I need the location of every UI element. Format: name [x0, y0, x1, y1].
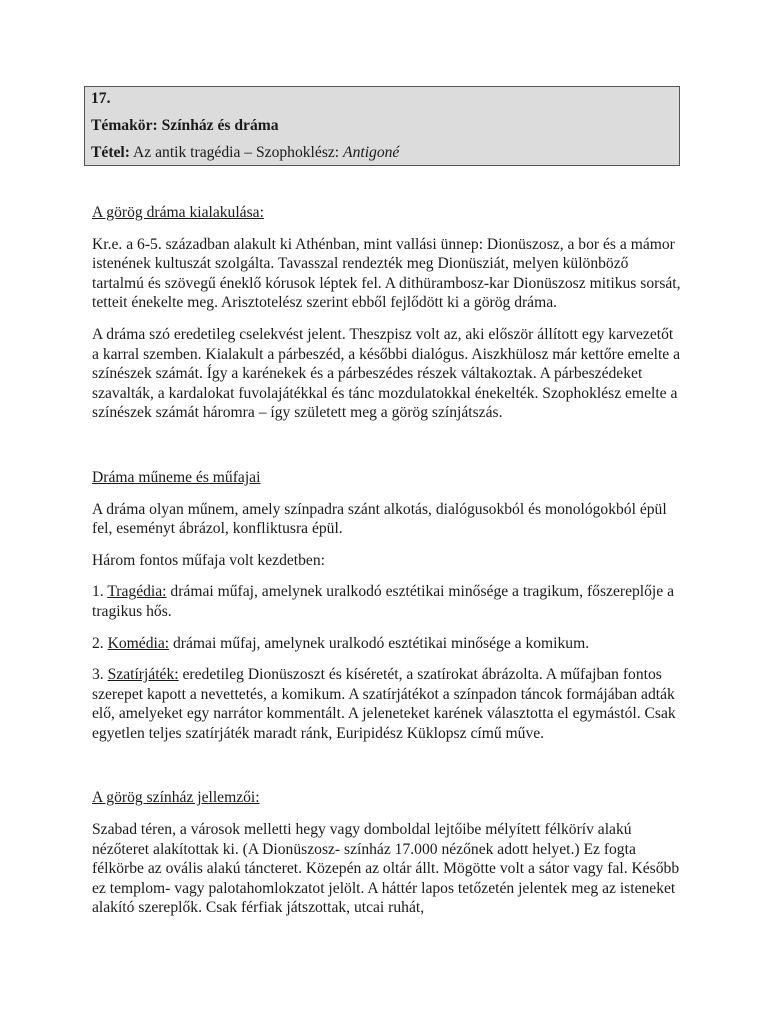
genre-definition: eredetileg Dionüszoszt és kíséretét, a szatírokat ábrázolta. A műfajban fontos szerepet kapott a nevettetés, a komikum. A szatírjátékot a színpadon táncok formájában adták elő, amelyeket egy narrátor kommentált. A jeleneteket karének választotta el egymástól. Csak egyetlen teljes szatírjáték maradt ránk, Euripidész Küklopsz című műve.: [92, 666, 676, 742]
document-body: [92, 203, 682, 930]
item-work: Antigoné: [343, 144, 400, 161]
genre-item-satyr-play: [92, 665, 682, 743]
topic-row: [91, 115, 673, 142]
genre-number: 2.: [92, 634, 108, 652]
genre-item-comedy: [92, 634, 682, 654]
topic-label: Témakör:: [91, 117, 158, 134]
item-row: [91, 142, 673, 169]
genre-term: Szatírjáték:: [107, 666, 179, 684]
genre-definition: drámai műfaj, amelynek uralkodó esztétikai minősége a komikum.: [169, 634, 590, 652]
genre-number: 3.: [92, 666, 108, 684]
genre-number: 1.: [92, 583, 108, 601]
section-spacer: [92, 435, 682, 468]
paragraph-genres-1: A dráma olyan műnem, amely színpadra szánt alkotás, dialógusokból és monológokból épül fel, eseményt ábrázol, konfliktusra épül.: [92, 500, 667, 538]
item-number-row: [91, 88, 673, 115]
paragraph-theatre-1: Szabad téren, a városok melletti hegy vagy domboldal lejtőibe mélyített félkörív alakú nézőteret alakítottak ki. (A Dionüszosz- színház 17.000 nézőnek adott helyet.) Ez fogta félkörbe az ovális alakú táncteret. Közepén az oltár állt. Mögötte volt a sátor vagy fal. Később ez templom- vagy palotahomlokzatot jelölt. A háttér lapos tetőzetén jelentek meg az isteneket alakító szereplők. Csak férfiak játszottak, utcai ruhát,: [92, 821, 680, 917]
item-number: 17.: [91, 90, 111, 107]
section-heading-origin: A görög dráma kialakulása:: [92, 204, 264, 221]
section-spacer: [92, 755, 682, 788]
section-heading-genres: Dráma műneme és műfajai: [92, 468, 261, 486]
genre-item-tragedy: [92, 582, 682, 621]
paragraph-genres-2: Három fontos műfaja volt kezdetben:: [92, 551, 325, 569]
section-heading-theatre: A görög színház jellemzői:: [92, 789, 260, 807]
genre-term: Komédia:: [107, 634, 170, 652]
item-value: Az antik tragédia – Szophoklész:: [133, 144, 344, 161]
paragraph-origin-2: A dráma szó eredetileg cselekvést jelent. Theszpisz volt az, aki először állított egy karvezetőt a karral szemben. Kialakult a párbeszéd, a későbbi dialógus. Aiszkhülosz már kettőre emelte a színészek számát. Így a karénekek és a párbeszédes részek váltakoztak. A párbeszédeket szavalták, a kardalokat fuvolajátékkal és tánc mozdulatokkal énekelték. Szophoklész emelte a színészek számát háromra – így született meg a görög színjátszás.: [92, 325, 681, 422]
paragraph-origin-1: Kr.e. a 6-5. században alakult ki Athénban, mint vallási ünnep: Dionüszosz, a bor és a mámor istenének kultuszát szolgálta. Tavasszal rendezték meg Dionüsziát, melyen különböző tartalmú és szövegű éneklő kórusok léptek fel. A dithürambosz-kar Dionüszosz mitikus sorsát, tetteit énekelte meg. Arisztotelész szerint ebből fejlődött ki a görög dráma.: [92, 235, 681, 312]
header-box: [84, 86, 680, 166]
topic-value: Színház és dráma: [161, 117, 279, 134]
genre-term: Tragédia:: [107, 583, 167, 601]
item-label: Tétel:: [91, 144, 130, 161]
genre-definition: drámai műfaj, amelynek uralkodó esztétikai minősége a tragikum, főszereplője a tragikus hős.: [92, 583, 674, 620]
